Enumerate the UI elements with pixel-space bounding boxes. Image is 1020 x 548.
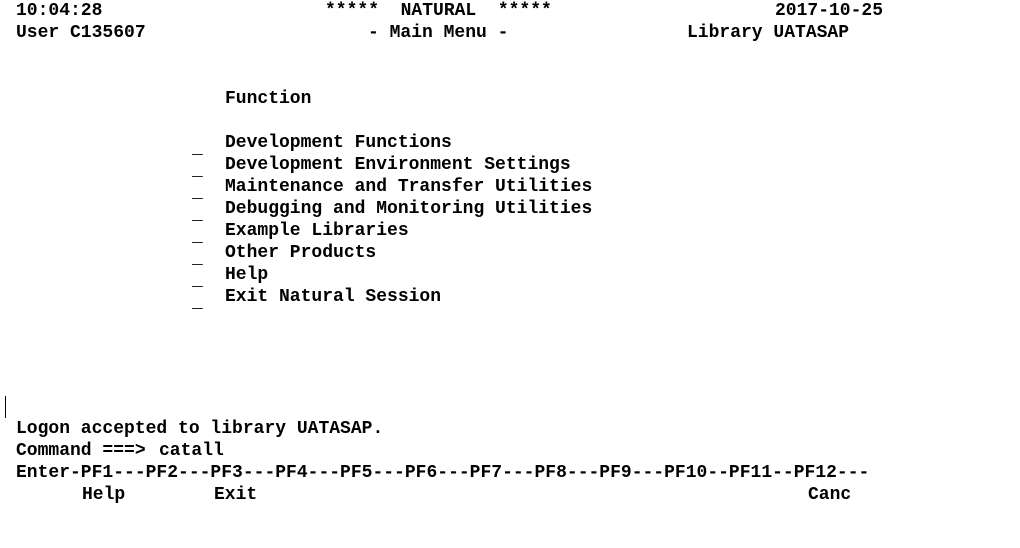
menu-select-field-0[interactable]: _ bbox=[192, 139, 203, 159]
menu-item-maintenance-transfer-utilities: Maintenance and Transfer Utilities bbox=[225, 177, 593, 197]
menu-select-field-3[interactable]: _ bbox=[192, 205, 203, 225]
menu-item-debugging-monitoring-utilities: Debugging and Monitoring Utilities bbox=[225, 199, 593, 219]
menu-item-help: Help bbox=[225, 265, 269, 285]
menu-select-field-5[interactable]: _ bbox=[192, 249, 203, 269]
pf12-cancel-button[interactable]: Canc bbox=[808, 485, 852, 505]
menu-select-field-1[interactable]: _ bbox=[192, 161, 203, 181]
pf-keys-line: Enter-PF1---PF2---PF3---PF4---PF5---PF6---PF7---PF8---PF9---PF10--PF11--PF12--- bbox=[16, 463, 870, 483]
menu-item-development-environment-settings: Development Environment Settings bbox=[225, 155, 571, 175]
pf3-exit-button[interactable]: Exit bbox=[214, 485, 258, 505]
command-input[interactable]: catall bbox=[159, 441, 224, 461]
header-user: User C135607 bbox=[16, 23, 146, 43]
menu-select-field-6[interactable]: _ bbox=[192, 271, 203, 291]
menu-item-example-libraries: Example Libraries bbox=[225, 221, 409, 241]
menu-select-field-7[interactable]: _ bbox=[192, 293, 203, 313]
header-screen-title: - Main Menu - bbox=[368, 23, 509, 43]
menu-heading: Function bbox=[225, 89, 312, 109]
header-date: 2017-10-25 bbox=[775, 1, 884, 21]
pf1-help-button[interactable]: Help bbox=[82, 485, 126, 505]
text-cursor bbox=[5, 396, 6, 418]
menu-item-development-functions: Development Functions bbox=[225, 133, 452, 153]
status-message: Logon accepted to library UATASAP. bbox=[16, 419, 384, 439]
header-library: Library UATASAP bbox=[687, 23, 850, 43]
menu-select-field-4[interactable]: _ bbox=[192, 227, 203, 247]
header-time: 10:04:28 bbox=[16, 1, 103, 21]
menu-item-exit-natural-session: Exit Natural Session bbox=[225, 287, 442, 307]
menu-item-other-products: Other Products bbox=[225, 243, 377, 263]
header-system-title: ***** NATURAL ***** bbox=[325, 1, 552, 21]
command-prompt: Command ===> bbox=[16, 441, 146, 461]
menu-select-field-2[interactable]: _ bbox=[192, 183, 203, 203]
